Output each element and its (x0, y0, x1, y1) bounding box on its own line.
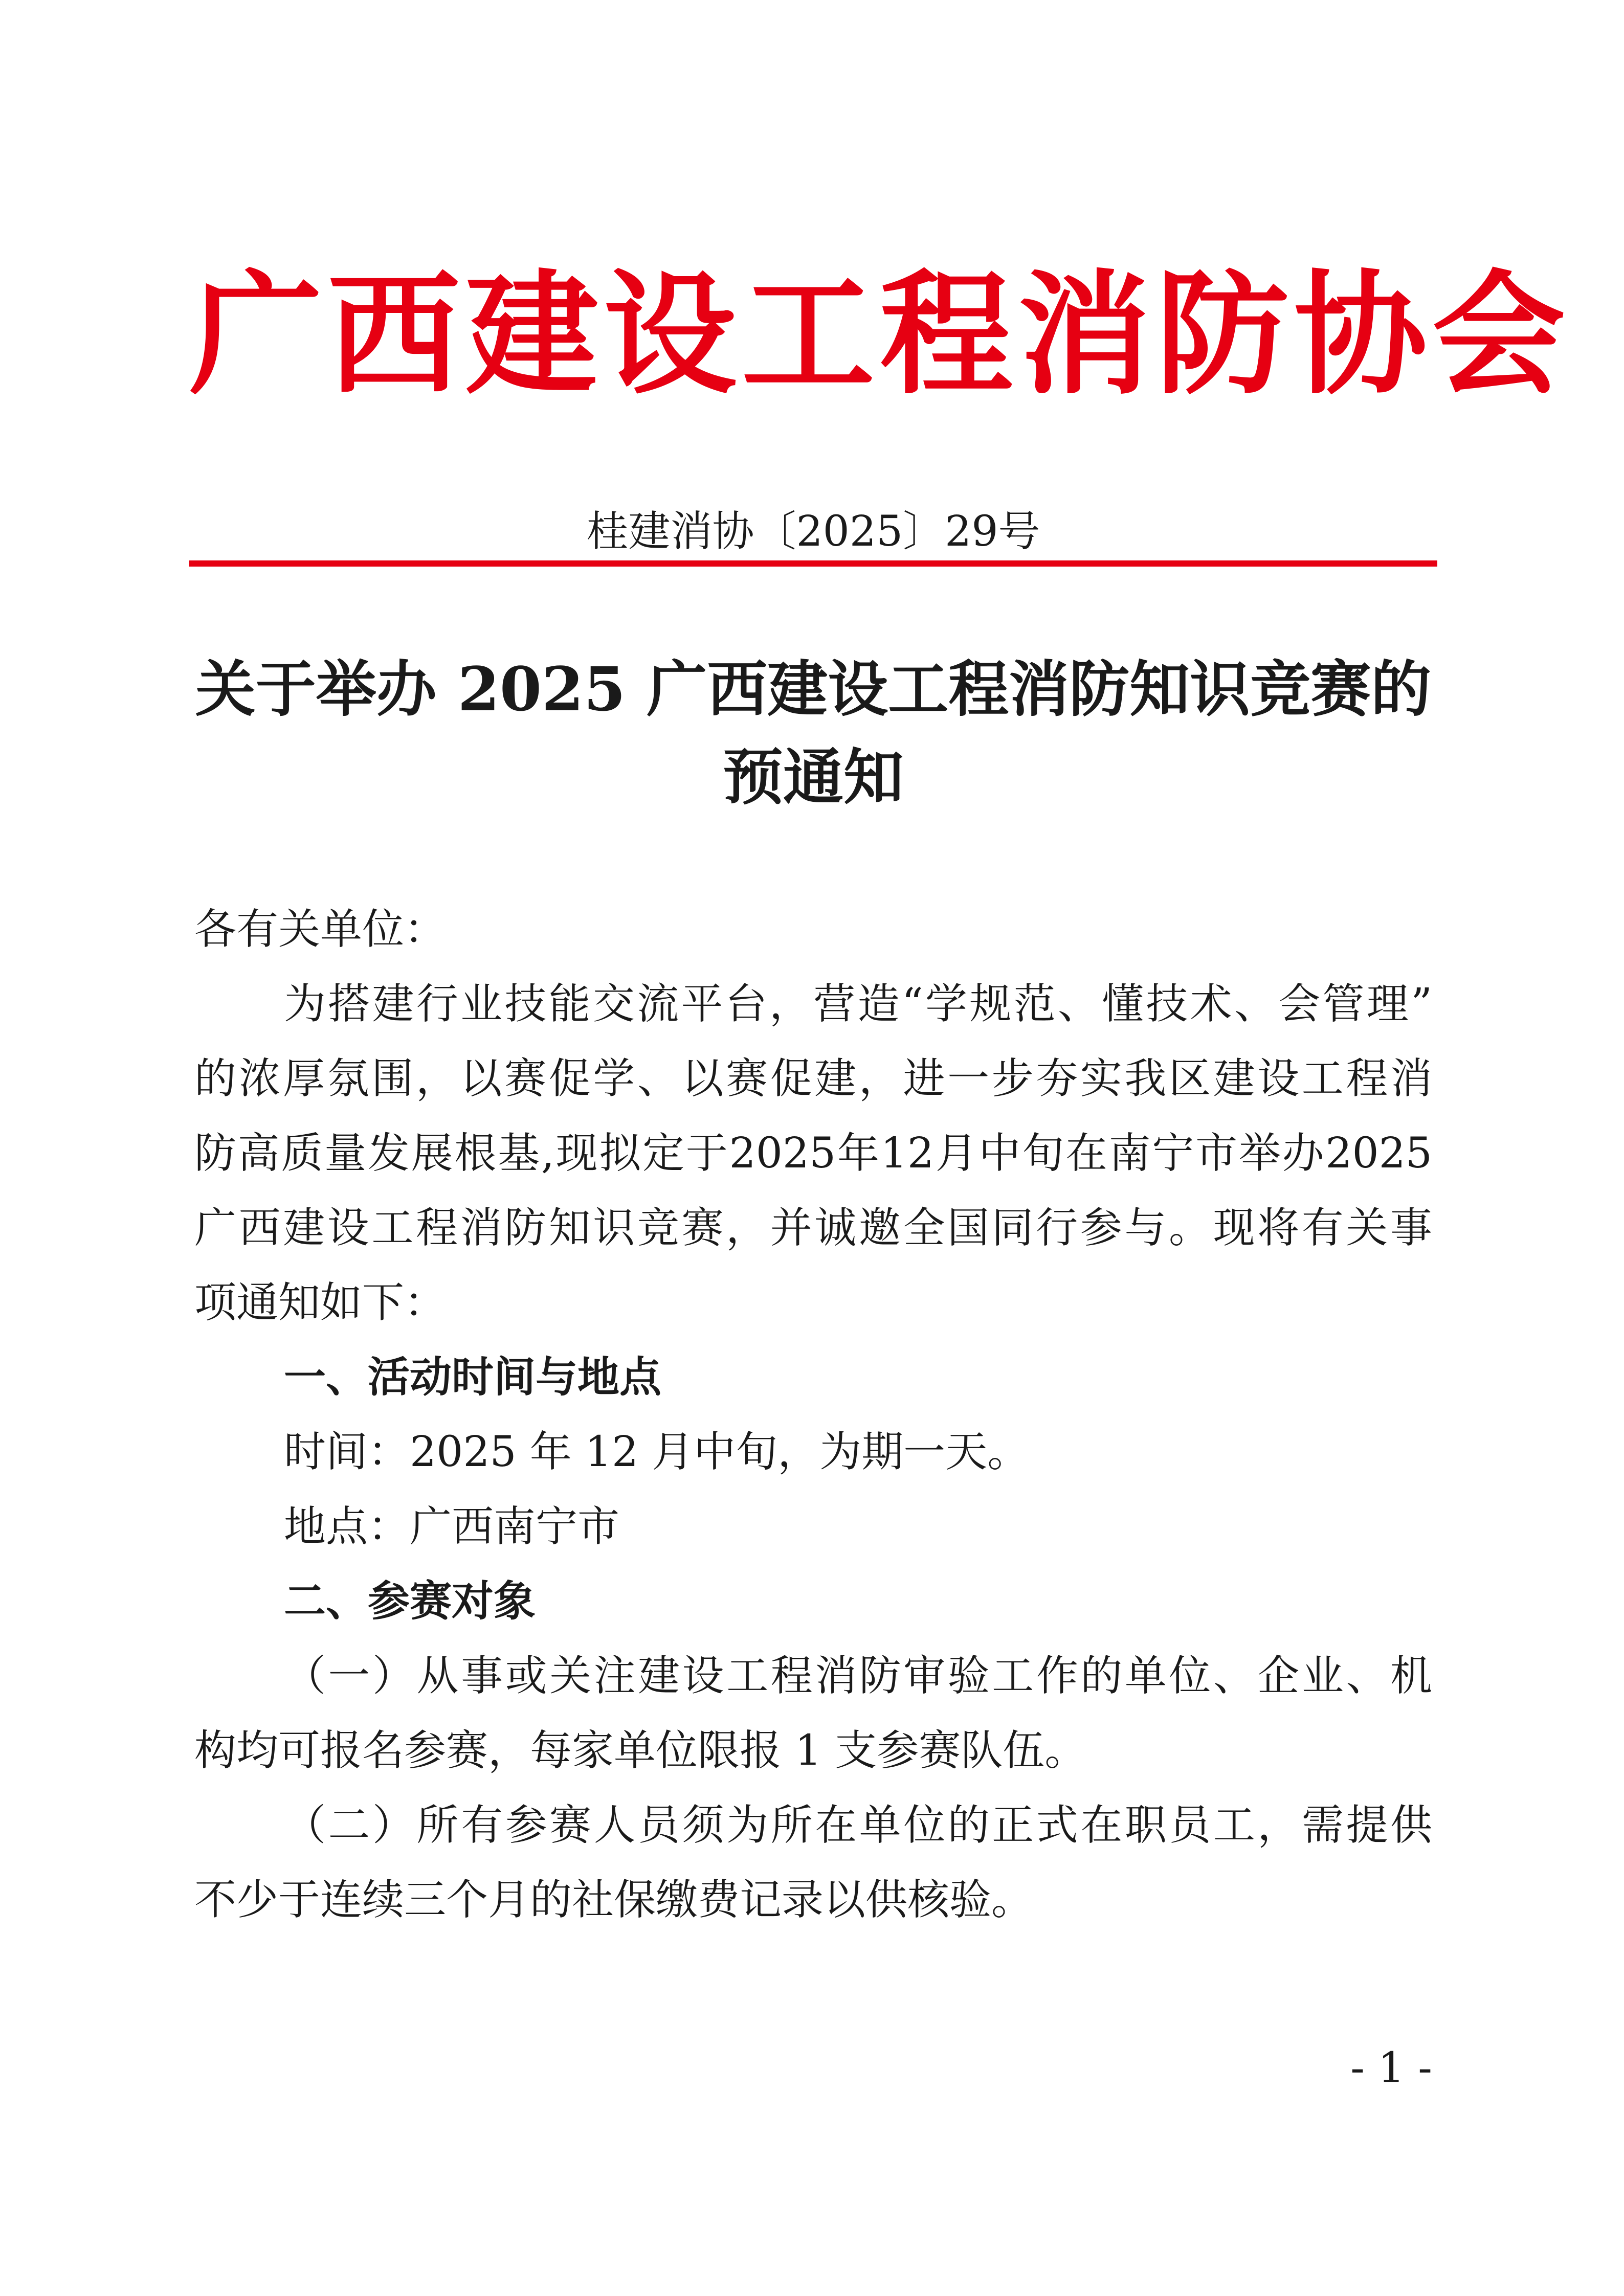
section-heading-participants: 二、参赛对象 (284, 1577, 536, 1626)
document-title-line-1: 关于举办 2025 广西建设工程消防知识竞赛的 (195, 654, 1432, 725)
document-title (189, 645, 1437, 821)
intro-line: 防高质量发展根基,现拟定于2025年12月中旬在南宁市举办2025 (194, 1129, 1432, 1178)
participant-item-1 (194, 1639, 1432, 1788)
document-body (194, 892, 1432, 1938)
participant-item-line: （一）从事或关注建设工程消防审验工作的单位、企业、机 (284, 1652, 1432, 1700)
event-time: 时间：2025 年 12 月中旬，为期一天。 (284, 1428, 1030, 1476)
document-title-line-2: 预通知 (722, 741, 904, 813)
participant-item-line: （二）所有参赛人员须为所在单位的正式在职员工，需提供 (284, 1801, 1432, 1850)
intro-line: 项通知如下： (194, 1278, 447, 1327)
red-divider-line (189, 560, 1437, 567)
document-number: 桂建消协〔2025〕29号 (586, 507, 1040, 556)
event-place: 地点：广西南宁市 (284, 1502, 620, 1551)
participant-item-line: 不少于连续三个月的社保缴费记录以供核验。 (194, 1876, 1034, 1924)
intro-paragraph (194, 967, 1432, 1340)
issuing-organization-header: 广西建设工程消防协会 (189, 257, 1570, 413)
section-heading-time-place: 一、活动时间与地点 (284, 1353, 662, 1402)
participant-item-line: 构均可报名参赛，每家单位限报 1 支参赛队伍。 (194, 1726, 1087, 1775)
intro-line: 的浓厚氛围，以赛促学、以赛促建，进一步夯实我区建设工程消 (194, 1054, 1432, 1103)
salutation: 各有关单位： (194, 905, 447, 954)
intro-line: 为搭建行业技能交流平台，营造“学规范、懂技术、会管理” (284, 980, 1432, 1028)
intro-line: 广西建设工程消防知识竞赛，并诚邀全国同行参与。现将有关事 (194, 1204, 1432, 1252)
page-number: - 1 - (1350, 2044, 1432, 2092)
participant-item-2 (194, 1788, 1432, 1938)
